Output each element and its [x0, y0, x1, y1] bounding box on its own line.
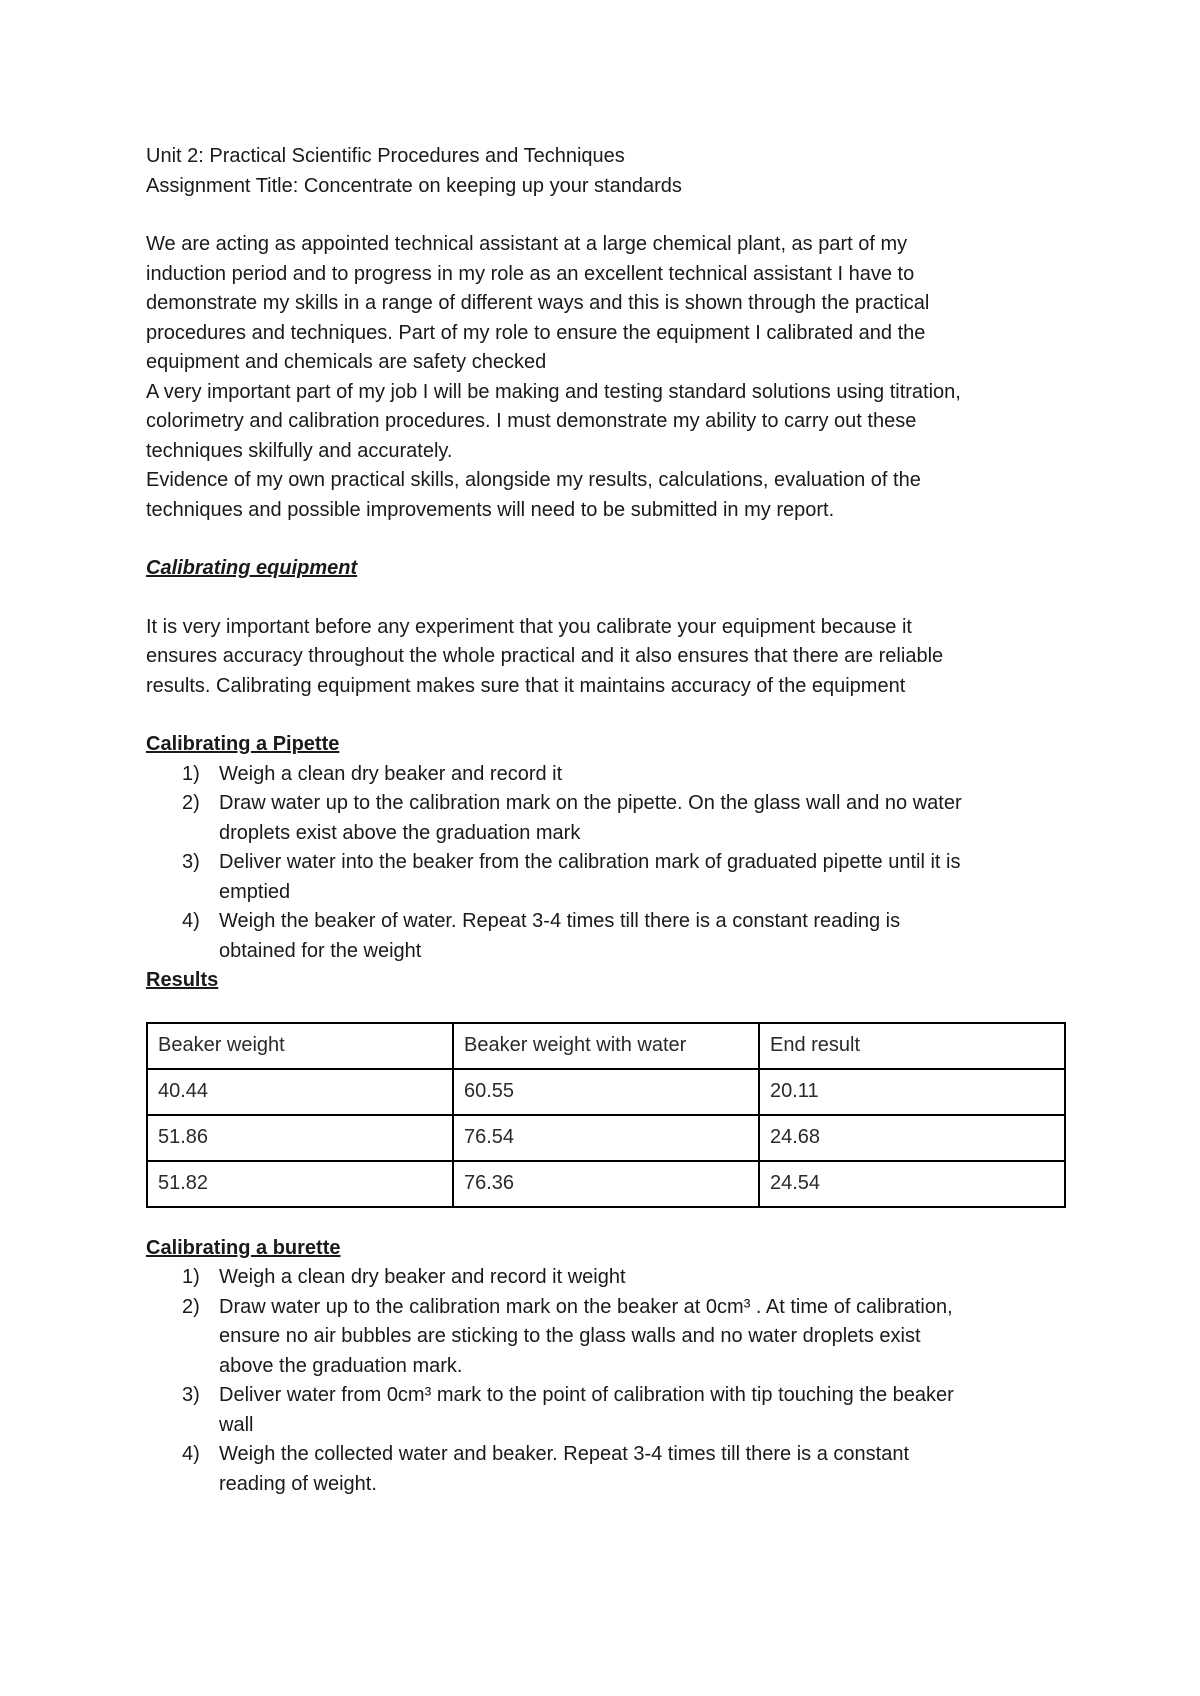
- list-item: [146, 789, 1066, 848]
- table-header-cell: Beaker weight: [147, 1023, 453, 1069]
- step-number: 3): [182, 851, 200, 873]
- list-item: [146, 1440, 1066, 1499]
- intro-line: colorimetry and calibration procedures. I must demonstrate my ability to carry out these: [146, 410, 917, 432]
- intro-line: A very important part of my job I will be making and testing standard solutions using titration,: [146, 380, 961, 403]
- step-text: Deliver water into the beaker from the calibration mark of graduated pipette until it is: [219, 851, 961, 873]
- paragraph-line: ensures accuracy throughout the whole practical and it also ensures that there are reliable: [146, 645, 944, 667]
- step-text: ensure no air bubbles are sticking to the glass walls and no water droplets exist: [219, 1325, 921, 1347]
- intro-line: induction period and to progress in my role as an excellent technical assistant I have to: [146, 262, 915, 285]
- step-text: Draw water up to the calibration mark on the pipette. On the glass wall and no water: [219, 792, 962, 814]
- step-text: Weigh a clean dry beaker and record it: [219, 762, 563, 785]
- paragraph-line: It is very important before any experiment that you calibrate your equipment because it: [146, 615, 912, 638]
- step-text: Deliver water from 0cm³ mark to the point of calibration with tip touching the beaker: [219, 1384, 954, 1406]
- list-item: [146, 1381, 1066, 1440]
- table-cell: 24.68: [759, 1115, 1065, 1161]
- table-cell: 24.54: [759, 1161, 1065, 1207]
- results-heading: Results: [146, 969, 219, 991]
- table-cell: 60.55: [453, 1069, 759, 1115]
- intro-line: techniques and possible improvements will need to be submitted in my report.: [146, 498, 835, 521]
- step-text: Draw water up to the calibration mark on the beaker at 0cm³ . At time of calibration,: [219, 1295, 953, 1318]
- list-item: [146, 848, 1066, 907]
- step-number: 3): [182, 1384, 200, 1406]
- table-cell: 20.11: [759, 1069, 1065, 1115]
- table-cell: 51.82: [147, 1161, 453, 1207]
- table-cell: 51.86: [147, 1115, 453, 1161]
- intro-line: We are acting as appointed technical assistant at a large chemical plant, as part of my: [146, 233, 908, 255]
- intro-line: procedures and techniques. Part of my role to ensure the equipment I calibrated and the: [146, 321, 926, 344]
- intro-line: equipment and chemicals are safety checked: [146, 351, 547, 373]
- table-header-cell: Beaker weight with water: [453, 1023, 759, 1069]
- table-cell: 76.54: [453, 1115, 759, 1161]
- step-text: Weigh the beaker of water. Repeat 3-4 times till there is a constant reading is: [219, 910, 901, 932]
- table-row: [147, 1069, 1065, 1115]
- step-text: wall: [219, 1413, 254, 1436]
- table-row: [147, 1115, 1065, 1161]
- paragraph-line: results. Calibrating equipment makes sure that it maintains accuracy of the equipment: [146, 674, 906, 697]
- list-item: [146, 907, 1066, 966]
- document-page: [146, 142, 1066, 1499]
- intro-line: demonstrate my skills in a range of different ways and this is shown through the practical: [146, 292, 930, 314]
- table-row: [147, 1161, 1065, 1207]
- intro-paragraph: [146, 230, 1066, 525]
- step-text: reading of weight.: [219, 1472, 377, 1495]
- pipette-heading: Calibrating a Pipette: [146, 733, 340, 755]
- step-text: above the graduation mark.: [219, 1354, 463, 1377]
- step-number: 1): [182, 762, 200, 785]
- step-number: 4): [182, 910, 200, 932]
- table-cell: 76.36: [453, 1161, 759, 1207]
- step-text: Weigh a clean dry beaker and record it weight: [219, 1266, 626, 1288]
- step-number: 2): [182, 1295, 200, 1318]
- calibrating-equipment-paragraph: [146, 613, 1066, 702]
- step-number: 1): [182, 1266, 200, 1288]
- step-text: obtained for the weight: [219, 939, 422, 962]
- step-text: droplets exist above the graduation mark: [219, 821, 581, 844]
- pipette-steps: [146, 760, 1066, 967]
- list-item: [146, 1293, 1066, 1382]
- burette-heading: Calibrating a burette: [146, 1236, 341, 1259]
- step-text: Weigh the collected water and beaker. Repeat 3-4 times till there is a constant: [219, 1443, 910, 1465]
- step-number: 4): [182, 1443, 200, 1465]
- table-cell: 40.44: [147, 1069, 453, 1115]
- list-item: [146, 760, 1066, 790]
- step-text: emptied: [219, 880, 291, 903]
- intro-line: Evidence of my own practical skills, alongside my results, calculations, evaluation of the: [146, 469, 921, 491]
- table-header-row: [147, 1023, 1065, 1069]
- list-item: [146, 1263, 1066, 1293]
- intro-line: techniques skilfully and accurately.: [146, 439, 453, 462]
- step-number: 2): [182, 792, 200, 814]
- assignment-title: Assignment Title: Concentrate on keeping up your standards: [146, 174, 682, 197]
- unit-title: Unit 2: Practical Scientific Procedures and Techniques: [146, 145, 625, 167]
- calibrating-equipment-heading: Calibrating equipment: [146, 557, 358, 579]
- burette-steps: [146, 1263, 1066, 1499]
- results-table: [146, 1022, 1066, 1208]
- table-header-cell: End result: [759, 1023, 1065, 1069]
